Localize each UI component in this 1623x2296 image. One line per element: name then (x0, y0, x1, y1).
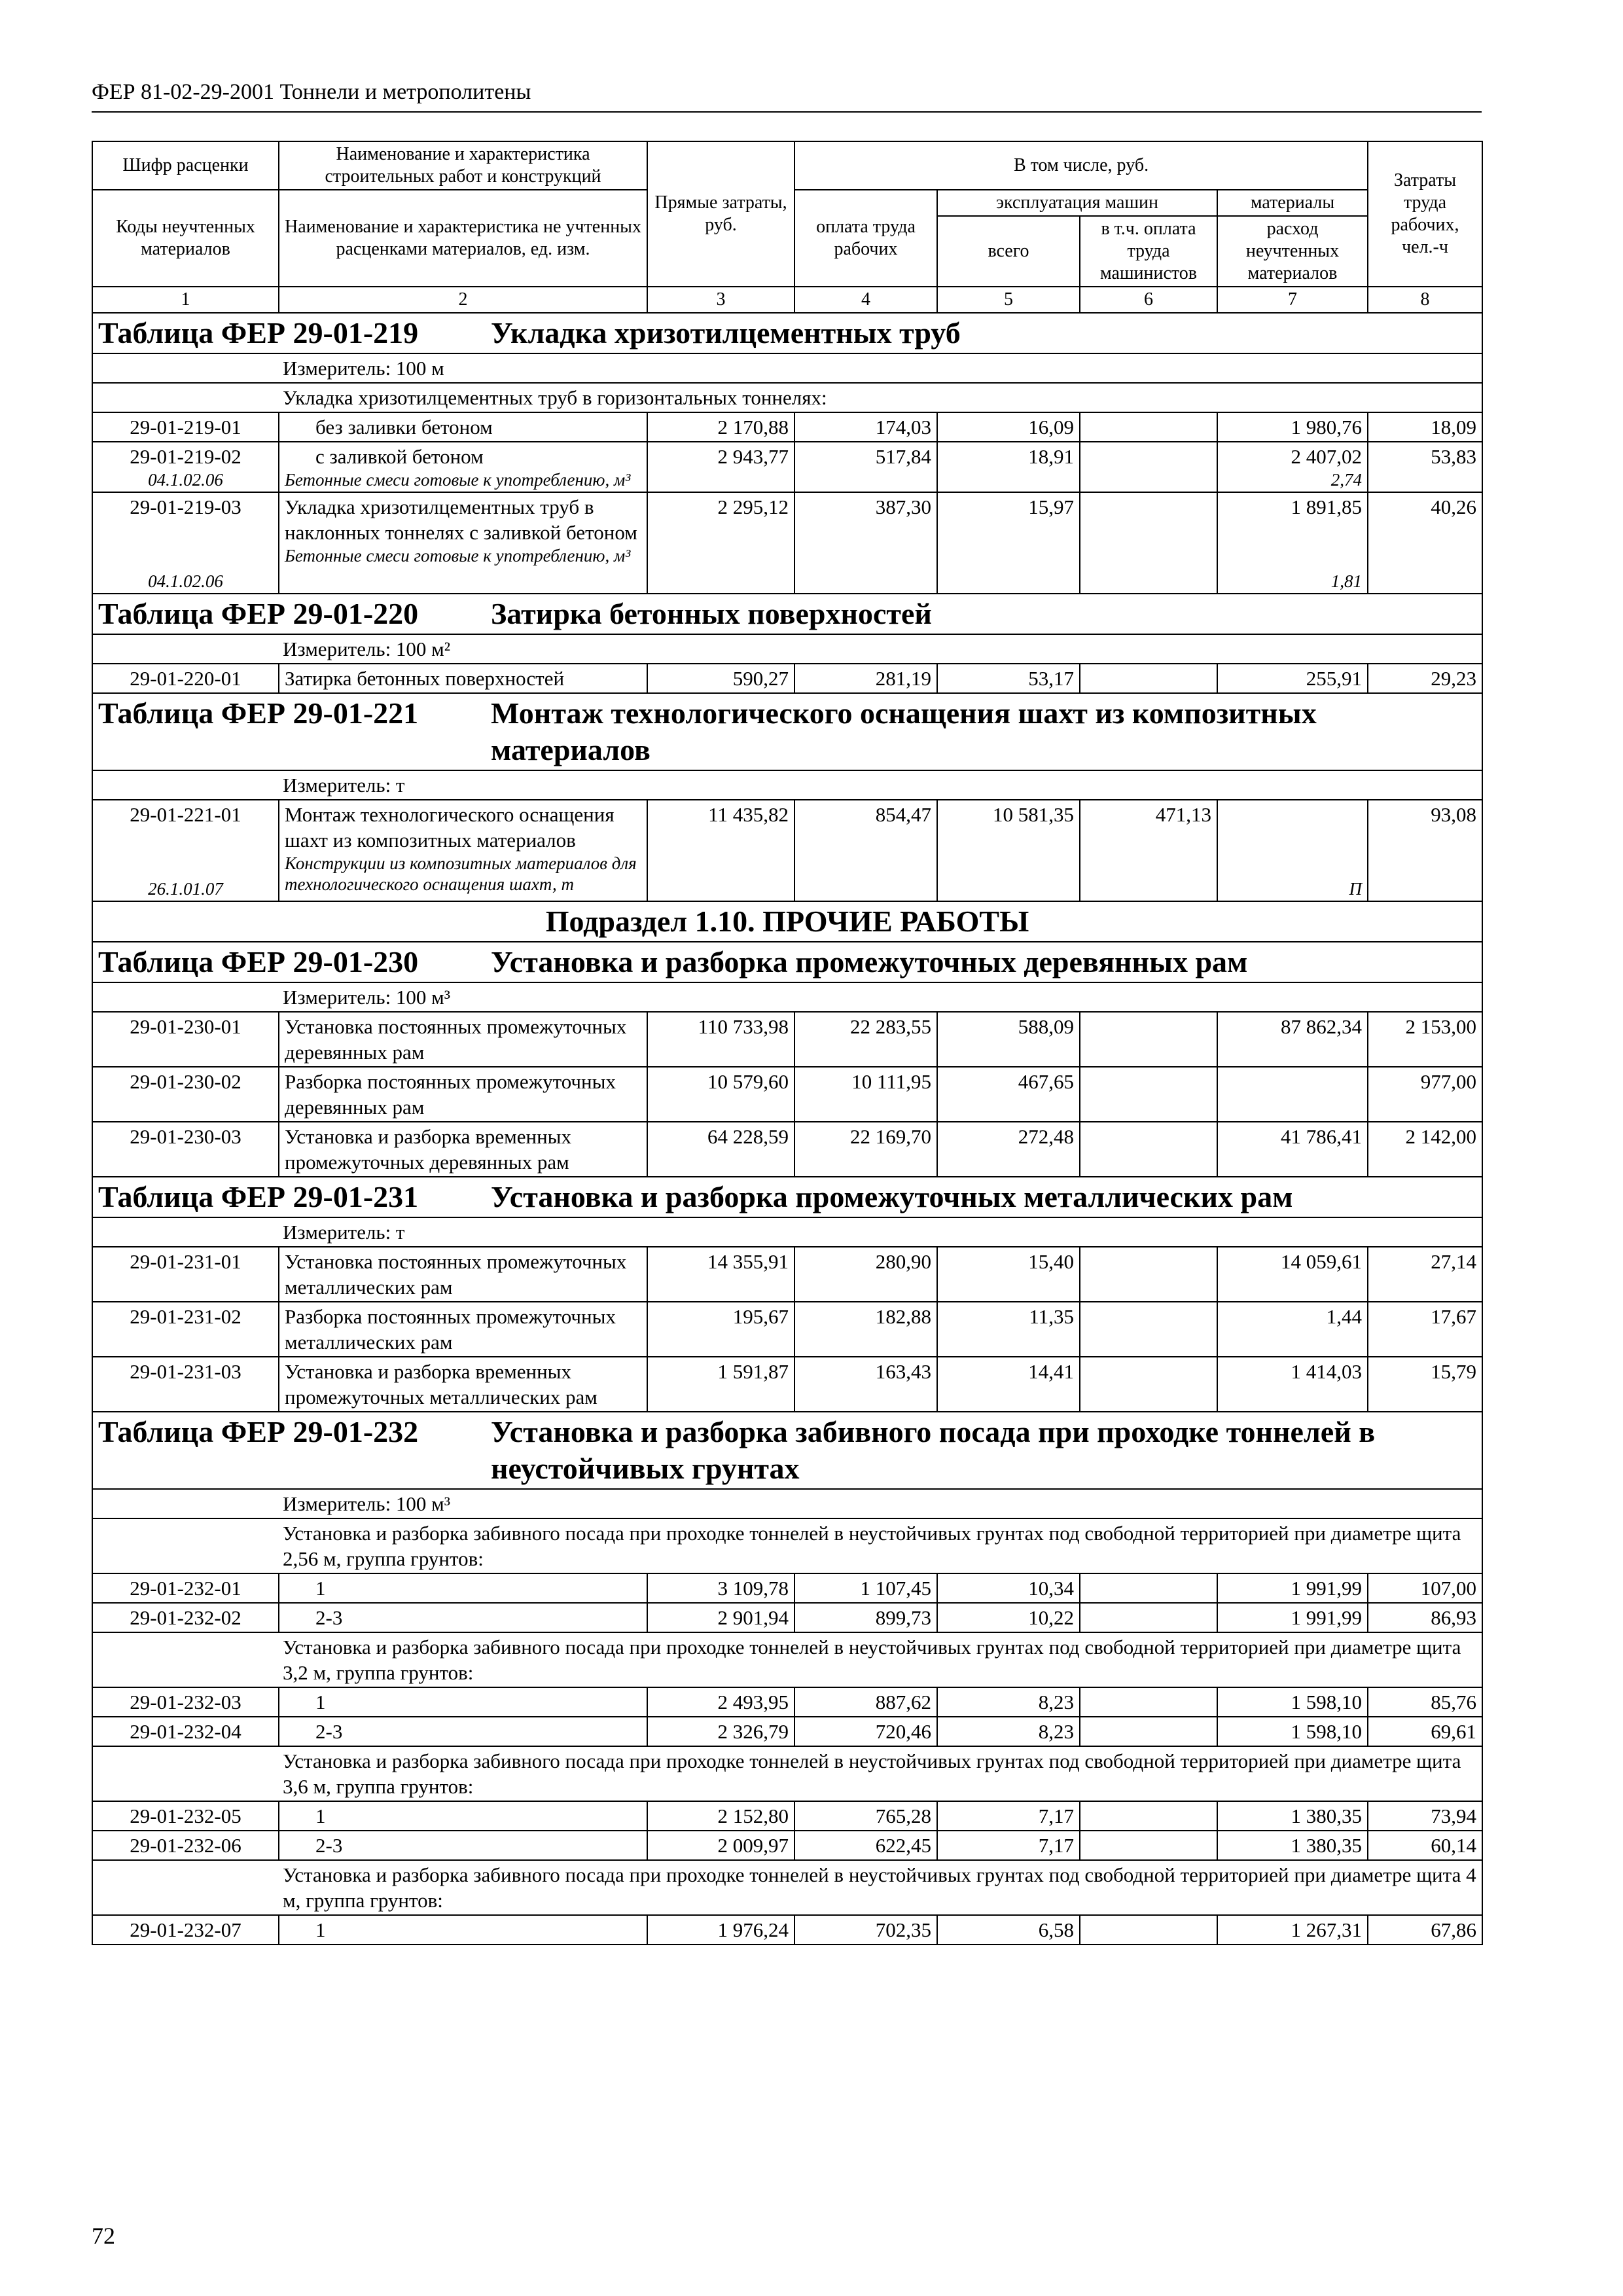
materials: 1 267,31 (1217, 1915, 1368, 1945)
labor: 40,26 (1368, 492, 1482, 594)
rate-code: 29-01-232-02 (92, 1603, 279, 1632)
work-name: без заливки бетоном (279, 412, 647, 442)
labor: 27,14 (1368, 1247, 1482, 1302)
wages: 899,73 (794, 1603, 937, 1632)
machines-total: 16,09 (937, 412, 1080, 442)
col-num: 1 (92, 287, 279, 313)
wages: 280,90 (794, 1247, 937, 1302)
labor: 93,08 (1368, 800, 1482, 901)
operator-wages (1080, 1603, 1217, 1632)
rate-code: 29-01-220-01 (92, 664, 279, 693)
labor: 85,76 (1368, 1687, 1482, 1717)
material-name: Бетонные смеси готовые к употреблению, м³ (285, 470, 631, 490)
materials: 14 059,61 (1217, 1247, 1368, 1302)
direct-costs: 2 009,97 (647, 1831, 794, 1860)
rate-code: 29-01-231-03 (92, 1357, 279, 1412)
material-consumption: 2,74 (1330, 470, 1363, 490)
work-name: Установка и разборка временных промежуточных деревянных рам (279, 1122, 647, 1177)
machines-total: 14,41 (937, 1357, 1080, 1412)
direct-costs: 11 435,82 (647, 800, 794, 901)
wages: 622,45 (794, 1831, 937, 1860)
operator-wages (1080, 1067, 1217, 1122)
machines-total: 588,09 (937, 1012, 1080, 1067)
labor: 977,00 (1368, 1067, 1482, 1122)
operator-wages (1080, 1122, 1217, 1177)
soil-group: 1 (279, 1801, 647, 1831)
work-name-text: с заливкой бетоном (315, 445, 484, 468)
labor: 2 153,00 (1368, 1012, 1482, 1067)
machines-total: 15,40 (937, 1247, 1080, 1302)
materials: 1 980,76 (1217, 412, 1368, 442)
direct-costs: 1 976,24 (647, 1915, 794, 1945)
rate-code-text: 29-01-221-01 (130, 803, 241, 826)
machines-total: 10,22 (937, 1603, 1080, 1632)
materials (1217, 1067, 1368, 1122)
wages: 387,30 (794, 492, 937, 594)
materials: 1 991,99 (1217, 1603, 1368, 1632)
work-name (279, 442, 647, 492)
th-direct-costs: Прямые затраты, руб. (647, 141, 794, 287)
rate-code: 29-01-219-01 (92, 412, 279, 442)
labor: 18,09 (1368, 412, 1482, 442)
material-code: 26.1.01.07 (148, 879, 223, 899)
direct-costs: 590,27 (647, 664, 794, 693)
rate-code-text: 29-01-219-02 (130, 445, 241, 468)
direct-costs: 3 109,78 (647, 1573, 794, 1603)
soil-group: 1 (279, 1915, 647, 1945)
operator-wages: 471,13 (1080, 800, 1217, 901)
direct-costs: 2 943,77 (647, 442, 794, 492)
operator-wages (1080, 1302, 1217, 1357)
material-consumption: 1,81 (1330, 571, 1363, 591)
work-name-text: Монтаж технологического оснащения шахт из композитных материалов (285, 803, 615, 852)
rate-code: 29-01-230-02 (92, 1067, 279, 1122)
material-code: 04.1.02.06 (148, 470, 223, 490)
direct-costs: 2 152,80 (647, 1801, 794, 1831)
operator-wages (1080, 1687, 1217, 1717)
operator-wages (1080, 442, 1217, 492)
wages: 765,28 (794, 1801, 937, 1831)
rate-code: 29-01-231-01 (92, 1247, 279, 1302)
materials-value: 1 891,85 (1291, 495, 1363, 518)
materials: 1 598,10 (1217, 1717, 1368, 1746)
materials: 1 380,35 (1217, 1801, 1368, 1831)
rate-code: 29-01-230-03 (92, 1122, 279, 1177)
th-name: Наименование и характеристика строительных работ и конструкций (279, 141, 647, 190)
th-wages: оплата труда рабочих (794, 190, 937, 287)
machines-total: 272,48 (937, 1122, 1080, 1177)
operator-wages (1080, 664, 1217, 693)
machines-total: 53,17 (937, 664, 1080, 693)
work-name: Разборка постоянных промежуточных деревянных рам (279, 1067, 647, 1122)
wages: 22 283,55 (794, 1012, 937, 1067)
table-row (92, 412, 1482, 442)
table-label: Таблица ФЕР 29-01-230 (98, 945, 419, 978)
th-materials: материалы (1217, 190, 1368, 216)
rate-code: 29-01-232-05 (92, 1801, 279, 1831)
wages: 1 107,45 (794, 1573, 937, 1603)
th-code: Шифр расценки (92, 141, 279, 190)
table-row (92, 492, 1482, 594)
rate-code (92, 800, 279, 901)
work-name: Установка постоянных промежуточных деревянных рам (279, 1012, 647, 1067)
col-num: 7 (1217, 287, 1368, 313)
measure-unit: Измеритель: 100 м³ (92, 1489, 1482, 1518)
table-name: Укладка хризотилцементных труб (491, 316, 961, 350)
wages: 174,03 (794, 412, 937, 442)
machines-total: 7,17 (937, 1801, 1080, 1831)
machines-total: 18,91 (937, 442, 1080, 492)
table-row (92, 1687, 1482, 1717)
rates-table (92, 141, 1483, 1945)
labor: 107,00 (1368, 1573, 1482, 1603)
measure-unit: Измеритель: т (92, 770, 1482, 800)
table-name: Установка и разборка промежуточных металлических рам (491, 1180, 1293, 1213)
operator-wages (1080, 1573, 1217, 1603)
direct-costs: 2 295,12 (647, 492, 794, 594)
materials: 1 598,10 (1217, 1687, 1368, 1717)
table-row (92, 1573, 1482, 1603)
direct-costs: 2 901,94 (647, 1603, 794, 1632)
table-title (92, 942, 1482, 982)
operator-wages (1080, 1801, 1217, 1831)
group-description: Установка и разборка забивного посада при проходке тоннелей в неустойчивых грунтах под свободной территорией при диаметре щита 2,56 м, группа грунтов: (92, 1518, 1482, 1573)
wages: 281,19 (794, 664, 937, 693)
labor: 60,14 (1368, 1831, 1482, 1860)
measure-unit: Измеритель: 100 м³ (92, 982, 1482, 1012)
material-consumption: П (1349, 879, 1363, 899)
wages: 10 111,95 (794, 1067, 937, 1122)
labor: 17,67 (1368, 1302, 1482, 1357)
table-name: Установка и разборка промежуточных деревянных рам (491, 945, 1248, 978)
direct-costs: 2 493,95 (647, 1687, 794, 1717)
wages: 854,47 (794, 800, 937, 901)
operator-wages (1080, 1247, 1217, 1302)
col-num: 8 (1368, 287, 1482, 313)
labor: 67,86 (1368, 1915, 1482, 1945)
machines-total: 6,58 (937, 1915, 1080, 1945)
table-title (92, 313, 1482, 353)
table-row (92, 664, 1482, 693)
materials: 1 414,03 (1217, 1357, 1368, 1412)
direct-costs: 14 355,91 (647, 1247, 794, 1302)
direct-costs: 10 579,60 (647, 1067, 794, 1122)
materials-value: 2 407,02 (1291, 445, 1363, 468)
table-row (92, 1012, 1482, 1067)
machines-total: 467,65 (937, 1067, 1080, 1122)
materials: 255,91 (1217, 664, 1368, 693)
table-row (92, 1801, 1482, 1831)
table-row (92, 800, 1482, 901)
table-label: Таблица ФЕР 29-01-219 (98, 316, 419, 350)
table-name: Затирка бетонных поверхностей (491, 597, 932, 630)
operator-wages (1080, 412, 1217, 442)
material-name: Бетонные смеси готовые к употреблению, м³ (285, 546, 631, 565)
operator-wages (1080, 1357, 1217, 1412)
machines-total: 10 581,35 (937, 800, 1080, 901)
labor: 15,79 (1368, 1357, 1482, 1412)
th-unaccounted-materials: расход неучтенных материалов (1217, 216, 1368, 287)
rate-code: 29-01-232-04 (92, 1717, 279, 1746)
measure-unit: Измеритель: 100 м² (92, 634, 1482, 664)
rate-code: 29-01-232-03 (92, 1687, 279, 1717)
labor: 69,61 (1368, 1717, 1482, 1746)
wages: 720,46 (794, 1717, 937, 1746)
th-including: В том числе, руб. (794, 141, 1368, 190)
work-name (279, 800, 647, 901)
wages: 887,62 (794, 1687, 937, 1717)
table-row (92, 1302, 1482, 1357)
rate-code-text: 29-01-219-03 (130, 495, 241, 518)
table-row (92, 1717, 1482, 1746)
work-name-text: Укладка хризотилцементных труб в наклонных тоннелях с заливкой бетоном (285, 495, 637, 544)
rate-code: 29-01-232-01 (92, 1573, 279, 1603)
direct-costs: 195,67 (647, 1302, 794, 1357)
th-operator-wages: в т.ч. оплата труда машинистов (1080, 216, 1217, 287)
th-total: всего (937, 216, 1080, 287)
col-num: 4 (794, 287, 937, 313)
materials (1217, 492, 1368, 594)
rate-code (92, 442, 279, 492)
work-name: Установка и разборка временных промежуточных металлических рам (279, 1357, 647, 1412)
table-row (92, 1067, 1482, 1122)
col-num: 2 (279, 287, 647, 313)
table-row (92, 1831, 1482, 1860)
material-code: 04.1.02.06 (148, 571, 223, 591)
wages: 22 169,70 (794, 1122, 937, 1177)
labor: 53,83 (1368, 442, 1482, 492)
col-num: 5 (937, 287, 1080, 313)
table-label: Таблица ФЕР 29-01-220 (98, 597, 419, 630)
machines-total: 8,23 (937, 1717, 1080, 1746)
soil-group: 1 (279, 1687, 647, 1717)
rate-code: 29-01-230-01 (92, 1012, 279, 1067)
machines-total: 15,97 (937, 492, 1080, 594)
materials: 1,44 (1217, 1302, 1368, 1357)
group-description: Установка и разборка забивного посада при проходке тоннелей в неустойчивых грунтах под свободной территорией при диаметре щита 3,6 м, группа грунтов: (92, 1746, 1482, 1801)
direct-costs: 2 326,79 (647, 1717, 794, 1746)
operator-wages (1080, 492, 1217, 594)
measure-unit: Измеритель: 100 м (92, 353, 1482, 383)
page-number: 72 (92, 2223, 115, 2249)
wages: 182,88 (794, 1302, 937, 1357)
soil-group: 1 (279, 1573, 647, 1603)
machines-total: 11,35 (937, 1302, 1080, 1357)
rate-code: 29-01-231-02 (92, 1302, 279, 1357)
wages: 163,43 (794, 1357, 937, 1412)
measure-unit: Измеритель: т (92, 1217, 1482, 1247)
machines-total: 7,17 (937, 1831, 1080, 1860)
th-labor: Затраты труда рабочих, чел.-ч (1368, 141, 1482, 287)
operator-wages (1080, 1831, 1217, 1860)
work-name (279, 492, 647, 594)
direct-costs: 2 170,88 (647, 412, 794, 442)
group-description: Установка и разборка забивного посада при проходке тоннелей в неустойчивых грунтах под свободной территорией при диаметре щита 3,2 м, группа грунтов: (92, 1632, 1482, 1687)
table-label: Таблица ФЕР 29-01-221 (98, 696, 419, 730)
wages: 702,35 (794, 1915, 937, 1945)
material-name: Конструкции из композитных материалов для технологического оснащения шахт, т (285, 853, 637, 894)
materials: 1 380,35 (1217, 1831, 1368, 1860)
materials: 87 862,34 (1217, 1012, 1368, 1067)
col-num: 3 (647, 287, 794, 313)
table-name: Установка и разборка забивного посада при проходке тоннелей в неустойчивых грунтах (491, 1415, 1376, 1485)
table-label: Таблица ФЕР 29-01-231 (98, 1180, 419, 1213)
subsection-title: Подраздел 1.10. ПРОЧИЕ РАБОТЫ (92, 901, 1482, 942)
work-name: Установка постоянных промежуточных металлических рам (279, 1247, 647, 1302)
operator-wages (1080, 1012, 1217, 1067)
table-title (92, 594, 1482, 634)
direct-costs: 1 591,87 (647, 1357, 794, 1412)
materials: 41 786,41 (1217, 1122, 1368, 1177)
direct-costs: 64 228,59 (647, 1122, 794, 1177)
materials (1217, 442, 1368, 492)
direct-costs: 110 733,98 (647, 1012, 794, 1067)
th-material-codes: Коды неучтенных материалов (92, 190, 279, 287)
table-row (92, 442, 1482, 492)
soil-group: 2-3 (279, 1831, 647, 1860)
operator-wages (1080, 1915, 1217, 1945)
rate-code (92, 492, 279, 594)
materials: 1 991,99 (1217, 1573, 1368, 1603)
soil-group: 2-3 (279, 1603, 647, 1632)
soil-group: 2-3 (279, 1717, 647, 1746)
labor: 86,93 (1368, 1603, 1482, 1632)
table-label: Таблица ФЕР 29-01-232 (98, 1415, 419, 1448)
wages: 517,84 (794, 442, 937, 492)
rate-code: 29-01-232-06 (92, 1831, 279, 1860)
work-name: Затирка бетонных поверхностей (279, 664, 647, 693)
table-title (92, 693, 1482, 770)
labor: 29,23 (1368, 664, 1482, 693)
table-title (92, 1412, 1482, 1489)
header-rule (92, 111, 1482, 113)
machines-total: 8,23 (937, 1687, 1080, 1717)
group-description: Укладка хризотилцементных труб в горизонтальных тоннелях: (92, 383, 1482, 412)
table-row (92, 1915, 1482, 1945)
table-row (92, 1357, 1482, 1412)
labor: 2 142,00 (1368, 1122, 1482, 1177)
th-machines: эксплуатация машин (937, 190, 1217, 216)
page-header: ФЕР 81-02-29-2001 Тоннели и метрополитены (92, 80, 531, 104)
work-name: Разборка постоянных промежуточных металлических рам (279, 1302, 647, 1357)
col-num: 6 (1080, 287, 1217, 313)
group-description: Установка и разборка забивного посада при проходке тоннелей в неустойчивых грунтах под свободной территорией при диаметре щита 4 м, группа грунтов: (92, 1860, 1482, 1915)
table-row (92, 1603, 1482, 1632)
table-title (92, 1177, 1482, 1217)
rate-code: 29-01-232-07 (92, 1915, 279, 1945)
table-row (92, 1247, 1482, 1302)
operator-wages (1080, 1717, 1217, 1746)
machines-total: 10,34 (937, 1573, 1080, 1603)
table-row (92, 1122, 1482, 1177)
table-name: Монтаж технологического оснащения шахт из композитных материалов (491, 696, 1317, 766)
labor: 73,94 (1368, 1801, 1482, 1831)
th-material-names: Наименование и характеристика не учтенных расценками материалов, ед. изм. (279, 190, 647, 287)
materials (1217, 800, 1368, 901)
